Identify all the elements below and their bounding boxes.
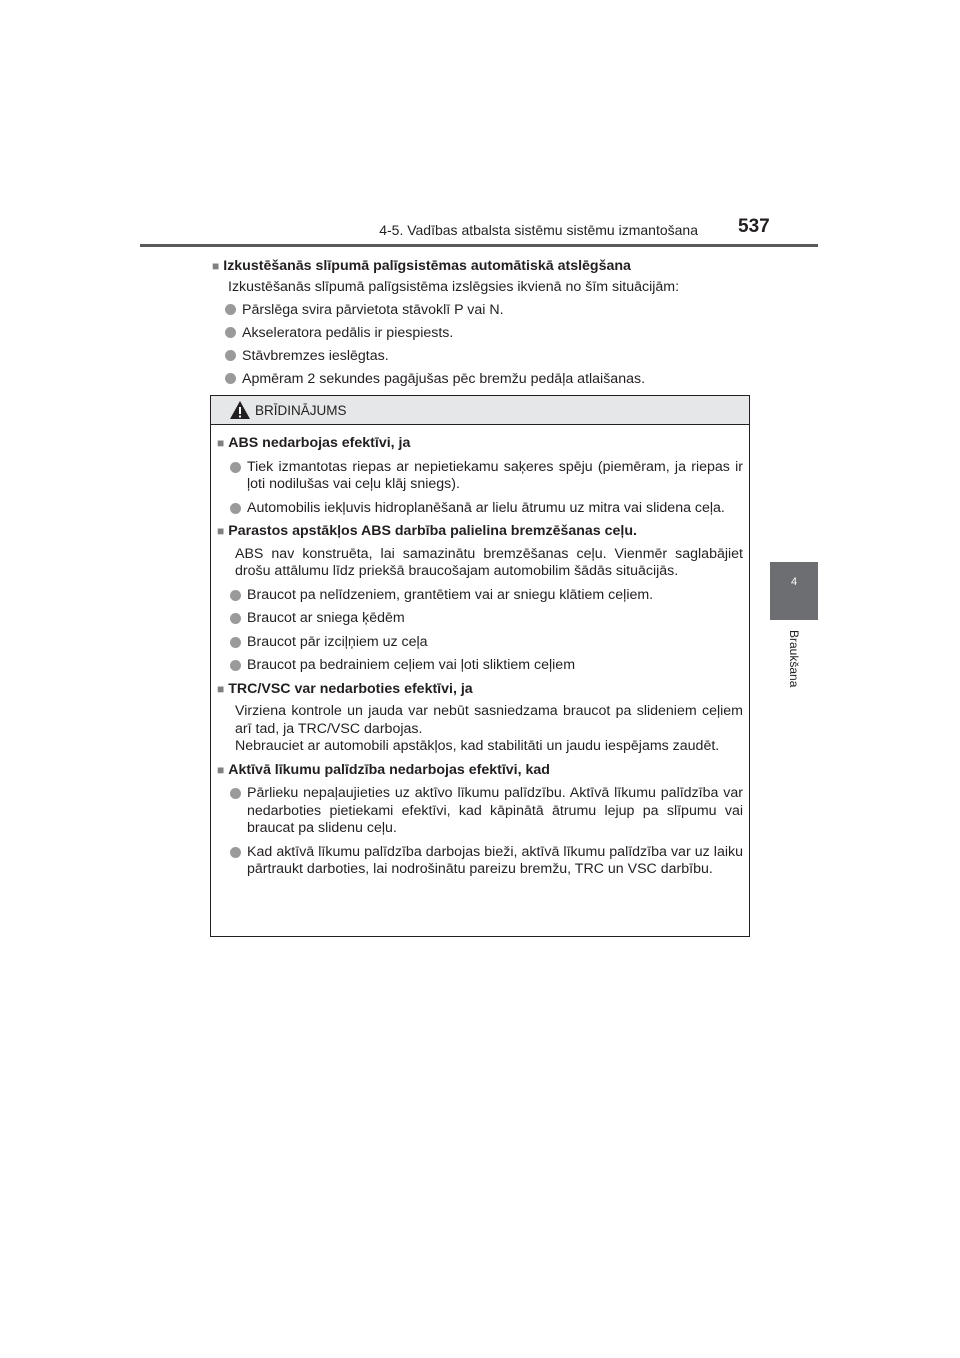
section-intro: Izkustēšanās slīpumā palīgsistēma izslēgsies ikvienā no šīm situācijām: xyxy=(228,279,680,295)
list-item xyxy=(217,459,743,494)
square-bullet-icon: ■ xyxy=(217,436,225,450)
list-item-text: Pārslēga svira pārvietota stāvoklī P vai N. xyxy=(242,302,504,318)
section-heading xyxy=(212,256,752,277)
warning-paragraph: ABS nav konstruēta, lai samazinātu bremzēšanas ceļu. Vienmēr saglabājiet drošu attālumu līdz priekšā braucošajam automobilim šādās situācijās. xyxy=(235,545,743,579)
list-item xyxy=(212,346,752,367)
warning-subheading-text: Parastos apstākļos ABS darbība palielina bremzēšanas ceļu. xyxy=(228,523,637,539)
warning-title: BRĪDINĀJUMS xyxy=(255,402,347,418)
list-item xyxy=(212,323,752,344)
warning-subheading xyxy=(217,435,743,453)
chapter-side-label: Braukšana xyxy=(787,630,801,688)
section-heading-text: Izkustēšanās slīpumā palīgsistēmas automātiskā atslēgšana xyxy=(223,258,631,274)
circle-bullet-icon xyxy=(225,327,236,338)
list-item-text: Tiek izmantotas riepas ar nepietiekamu saķeres spēju (piemēram, ja riepas ir ļoti nodilušas vai ceļu klāj sniegs). xyxy=(247,458,743,492)
warning-header xyxy=(211,396,749,425)
square-bullet-icon: ■ xyxy=(212,259,220,273)
list-item xyxy=(217,785,743,838)
warning-subheading-text: ABS nedarbojas efektīvi, ja xyxy=(228,435,411,451)
list-item xyxy=(212,300,752,321)
chapter-side-tab xyxy=(770,562,818,620)
list-item xyxy=(217,500,743,518)
list-item-text: Braucot pār izciļņiem uz ceļa xyxy=(247,633,428,650)
circle-bullet-icon xyxy=(225,373,236,384)
circle-bullet-icon xyxy=(230,503,241,514)
circle-bullet-icon xyxy=(230,788,241,799)
square-bullet-icon: ■ xyxy=(217,681,225,696)
warning-triangle-icon xyxy=(229,400,251,420)
circle-bullet-icon xyxy=(230,590,241,601)
list-item xyxy=(212,369,752,390)
warning-body xyxy=(211,425,749,879)
circle-bullet-icon xyxy=(230,613,241,624)
header-divider xyxy=(140,244,818,247)
list-item-text: Akseleratora pedālis ir piespiests. xyxy=(242,325,454,341)
square-bullet-icon: ■ xyxy=(217,762,225,777)
warning-box xyxy=(210,395,750,937)
warning-subheading xyxy=(217,681,743,699)
square-bullet-icon: ■ xyxy=(217,524,225,538)
list-item-text: Pārlieku nepaļaujieties uz aktīvo līkumu palīdzību. Aktīvā līkumu palīdzība var nedarboties pietiekami efektīvi, kad kāpinātā ātrumu lejup pa slīpumu vai braucat pa slidenu ceļu. xyxy=(247,785,743,836)
warning-subheading-text: TRC/VSC var nedarboties efektīvi, ja xyxy=(228,680,473,697)
warning-subheading xyxy=(217,762,743,780)
list-item xyxy=(217,634,743,652)
circle-bullet-icon xyxy=(225,350,236,361)
hill-start-assist-section xyxy=(212,256,752,390)
list-item-text: Braucot pa nelīdzeniem, grantētiem vai ar sniegu klātiem ceļiem. xyxy=(247,586,654,603)
list-item-text: Stāvbremzes ieslēgtas. xyxy=(242,348,389,364)
list-item-text: Braucot pa bedrainiem ceļiem vai ļoti sliktiem ceļiem xyxy=(247,657,576,673)
warning-subheading xyxy=(217,523,743,541)
list-item-text: Braucot ar sniega ķēdēm xyxy=(247,610,405,626)
circle-bullet-icon xyxy=(230,637,241,648)
list-item xyxy=(217,844,743,879)
list-item-text: Kad aktīvā līkumu palīdzība darbojas bieži, aktīvā līkumu palīdzība var uz laiku pārtraukt darboties, lai nodrošinātu pareizu bremžu, TRC un VSC darbību. xyxy=(247,843,743,877)
chapter-number: 4 xyxy=(790,576,798,588)
circle-bullet-icon xyxy=(225,304,236,315)
circle-bullet-icon xyxy=(230,462,241,473)
list-item xyxy=(217,587,743,605)
list-item-text: Apmēram 2 sekundes pagājušas pēc bremžu pedāļa atlaišanas. xyxy=(242,371,646,387)
chapter-header-title: 4-5. Vadības atbalsta sistēmu sistēmu izmantošana xyxy=(379,222,698,238)
list-item xyxy=(217,657,743,675)
warning-paragraph: Virziena kontrole un jauda var nebūt sasniedzama braucot pa slideniem ceļiem arī tad, ja TRC/VSC darbojas. xyxy=(235,703,743,737)
warning-paragraph: Nebrauciet ar automobili apstākļos, kad stabilitāti un jaudu iespējams zaudēt. xyxy=(235,738,720,754)
list-item xyxy=(217,610,743,628)
list-item-text: Automobilis iekļuvis hidroplanēšanā ar lielu ātrumu uz mitra vai slidena ceļa. xyxy=(247,499,725,516)
page-number: 537 xyxy=(738,216,770,237)
circle-bullet-icon xyxy=(230,660,241,671)
warning-subheading-text: Aktīvā līkumu palīdzība nedarbojas efektīvi, kad xyxy=(228,761,550,778)
circle-bullet-icon xyxy=(230,847,241,858)
